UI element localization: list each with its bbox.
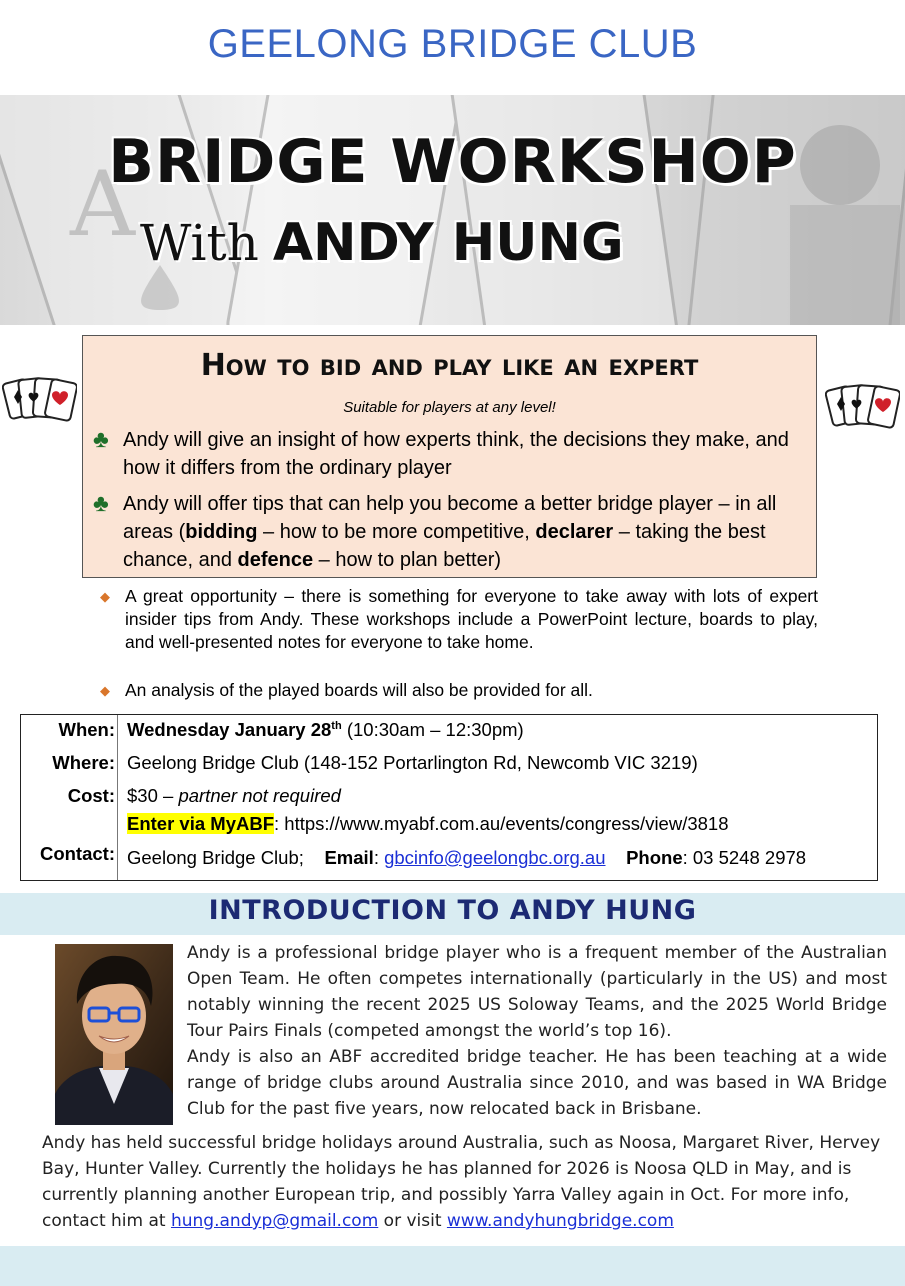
bullet-text: – taking the best chance, and [123, 521, 766, 571]
list-item [100, 679, 818, 702]
banner [0, 95, 905, 325]
club-icon: ♣ [93, 490, 109, 517]
cost-amount: $30 – [127, 785, 179, 806]
bio-paragraph: Andy is also an ABF accredited bridge teacher. He has been teaching at a wide range of bridge clubs around Australia since 2010, and was based in WA Bridge Club for the past five years, now relocated back in Brisbane. [187, 1047, 887, 1119]
bottom-band [0, 1246, 905, 1286]
defence-term: defence [237, 549, 314, 571]
phone-label: Phone [626, 847, 683, 868]
playing-cards-icon [2, 375, 77, 425]
phone-value: : 03 5248 2978 [682, 847, 807, 868]
list-item [93, 426, 808, 482]
list-item [93, 490, 808, 574]
event-info-box [20, 714, 878, 881]
list-item [100, 585, 818, 654]
cost-note: partner not required [178, 785, 341, 806]
svg-text:A: A [70, 152, 135, 257]
divider [117, 715, 118, 880]
club-title: GEELONG BRIDGE CLUB [207, 22, 698, 66]
bio-paragraph: Andy has held successful bridge holidays around Australia, such as Noosa, Margaret River, Hervey Bay, Hunter Valley. Currently the holidays he has planned for 2026 is Noosa QLD in May, and is currently planning another European trip, and possibly Yarra Valley again in Oct. For more info, contact him at [42, 1133, 881, 1231]
website-link[interactable]: www.andyhungbridge.com [446, 1211, 674, 1231]
banner-subtitle [140, 213, 624, 273]
contact-label: Contact: [39, 843, 115, 864]
bullet-text: – how to be more competitive, [257, 521, 536, 543]
andy-hung-photo [55, 944, 173, 1125]
bullet-text: – how to plan better) [313, 549, 502, 571]
banner-with: With [140, 214, 259, 272]
enter-value [127, 813, 729, 835]
intro-bio-holidays [42, 1130, 887, 1234]
when-suffix: th [331, 719, 342, 732]
diamond-bullet-icon: ◆ [100, 683, 110, 698]
detail-text: An analysis of the played boards will also be provided for all. [125, 680, 593, 700]
bio-text: or visit [378, 1211, 447, 1231]
diamond-bullet-icon: ◆ [100, 589, 110, 604]
where-label: Where: [52, 752, 115, 773]
contact-club: Geelong Bridge Club; [127, 847, 304, 868]
intro-bio [187, 940, 887, 1122]
banner-name: ANDY HUNG [272, 213, 624, 273]
suitable-note: Suitable for players at any level! [343, 399, 556, 416]
declarer-term: declarer [535, 521, 614, 543]
enter-url[interactable]: : https://www.myabf.com.au/events/congress/view/3818 [274, 813, 729, 834]
when-time: (10:30am – 12:30pm) [341, 719, 524, 740]
expert-box [82, 335, 817, 578]
expert-heading: How to bid and play like an expert [200, 348, 699, 383]
where-value: Geelong Bridge Club (148-152 Portarlington Rd, Newcomb VIC 3219) [127, 752, 698, 773]
cost-label: Cost: [67, 785, 115, 806]
email-label: Email [324, 847, 374, 868]
enter-highlight: Enter via MyABF [127, 813, 275, 834]
bullet-text: Andy will give an insight of how experts think, the decisions they make, and how it differs from the ordinary player [123, 429, 789, 479]
when-day: Wednesday January 28 [127, 719, 332, 740]
bio-paragraph: Andy is a professional bridge player who is a frequent member of the Australian Open Team. He often competes internationally (particularly in the US) and most notably winning the recent 2025 US Soloway Teams, and the 2025 World Bridge Tour Pairs Finals (competed amongst the world’s top 16). [187, 943, 887, 1041]
email-link[interactable]: gbcinfo@geelongbc.org.au [384, 847, 606, 868]
playing-cards-icon [825, 382, 900, 432]
intro-title: INTRODUCTION TO ANDY HUNG [208, 895, 697, 926]
andy-email-link[interactable]: hung.andyp@gmail.com [170, 1211, 379, 1231]
cost-value [127, 785, 341, 807]
banner-title: BRIDGE WORKSHOP [108, 127, 797, 197]
when-label: When: [58, 719, 115, 740]
contact-value: Geelong Bridge Club; Email: gbcinfo@geelongbc.org.au Phone: 03 5248 2978 [127, 847, 807, 868]
when-value [127, 719, 524, 741]
bidding-term: bidding [185, 521, 258, 543]
detail-text: A great opportunity – there is something for everyone to take away with lots of expert insider tips from Andy. These workshops include a PowerPoint lecture, boards to play, and well-presented notes for everyone to take home. [125, 586, 818, 652]
bullet-text: Andy will offer tips that can help you become a better bridge player – in all areas ( [123, 493, 777, 543]
club-icon: ♣ [93, 426, 109, 453]
